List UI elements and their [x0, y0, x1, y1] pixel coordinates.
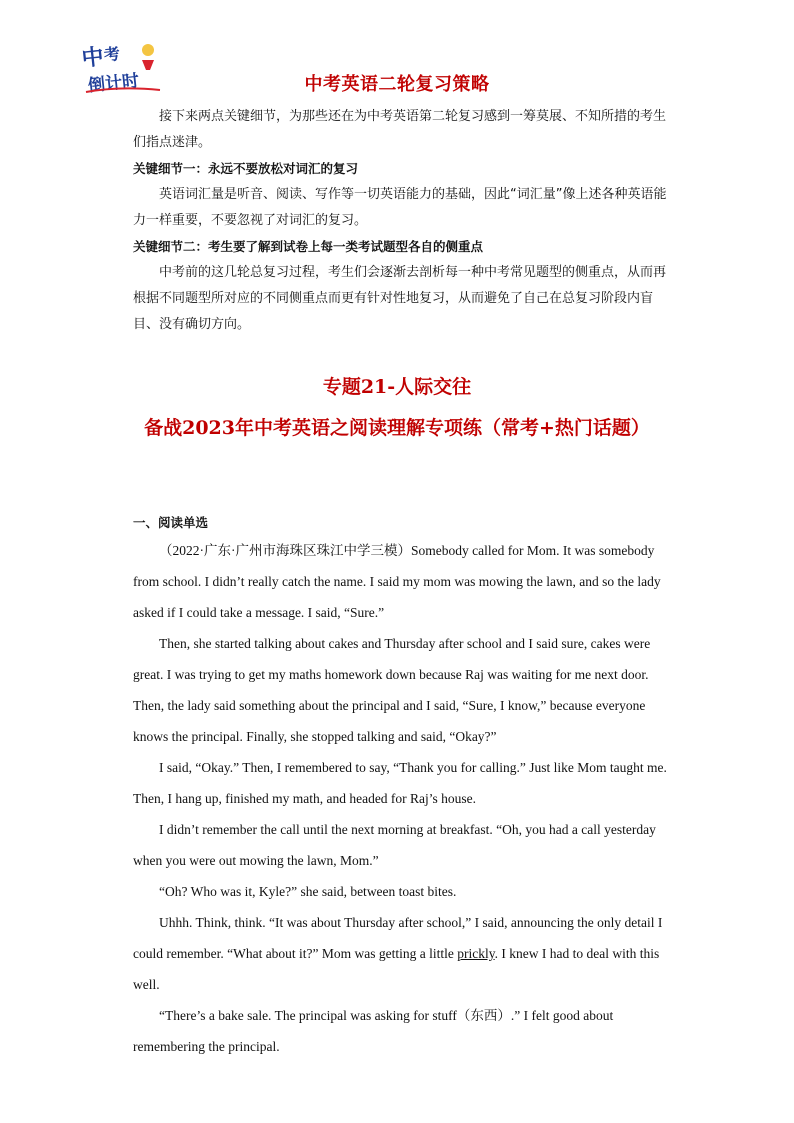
topic-title: 专题21-人际交往 [322, 376, 472, 398]
passage-paragraph-5: “Oh? Who was it, Kyle?” she said, between toast bites. [159, 884, 457, 899]
passage-p6-before: Uhhh. Think, think. “It was about Thursday after school,” I said, announcing the only detail I could remember. “What about it?” Mom was getting a little [133, 915, 663, 961]
strategy-body [133, 104, 673, 338]
strategy-title: 中考英语二轮复习策略 [304, 74, 490, 95]
strategy-intro-paragraph: 接下来两点关键细节，为那些还在为中考英语第二轮复习感到一筹莫展、不知所措的考生们指点迷津。 [133, 109, 667, 150]
underlined-word-prickly: prickly [457, 946, 495, 961]
section-heading: 一、阅读单选 [133, 515, 209, 530]
key-detail-1-heading: 关键细节一：永远不要放松对词汇的复习 [133, 161, 359, 176]
key-detail-2-heading: 关键细节二：考生要了解到试卷上每一类考试题型各自的侧重点 [133, 239, 484, 254]
svg-text:倒计时: 倒计时 [87, 71, 141, 96]
passage-paragraph-2: Then, she started talking about cakes and Thursday after school and I said sure, cakes were great. I was trying to get my maths homework down because Raj was waiting for me next door. Then, the lady said something about the principal and I said, “Sure, I know,” because everyone knows the principal. Finally, she stopped talking and said, “Okay?” [133, 636, 651, 744]
passage-paragraph-7: “There’s a bake sale. The principal was asking for stuff（东西）.” I felt good about remembering the principal. [133, 1008, 614, 1054]
key-detail-2-body: 中考前的这几轮总复习过程，考生们会逐渐去剖析每一种中考常见题型的侧重点，从而再根据不同题型所对应的不同侧重点而更有针对性地复习，从而避免了自己在总复习阶段内盲目、没有确切方向。 [133, 265, 667, 332]
passage-paragraph-6 [133, 907, 673, 1000]
main-title: 备战2023年中考英语之阅读理解专项练（常考+热门话题） [144, 417, 650, 439]
passage-p6-after: . I knew I had to deal with this well. [133, 946, 660, 992]
passage-paragraph-1: （2022·广东·广州市海珠区珠江中学三模）Somebody called for Mom. It was somebody from school. I didn’t really catch the name. I said my mom was mowing the lawn, and so the lady asked if I could take a message. I said, “Sure.” [133, 543, 661, 620]
passage-paragraph-4: I didn’t remember the call until the next morning at breakfast. “Oh, you had a call yesterday when you were out mowing the lawn, Mom.” [133, 822, 656, 868]
reading-passage [133, 535, 673, 1062]
passage-paragraph-3: I said, “Okay.” Then, I remembered to say, “Thank you for calling.” Just like Mom taught me. Then, I hang up, finished my math, and headed for Raj’s house. [133, 760, 667, 806]
key-detail-1-body: 英语词汇量是听音、阅读、写作等一切英语能力的基础，因此“词汇量”像上述各种英语能力一样重要，不要忽视了对词汇的复习。 [133, 187, 667, 228]
svg-text:考: 考 [102, 44, 121, 65]
svg-text:中: 中 [80, 44, 106, 72]
